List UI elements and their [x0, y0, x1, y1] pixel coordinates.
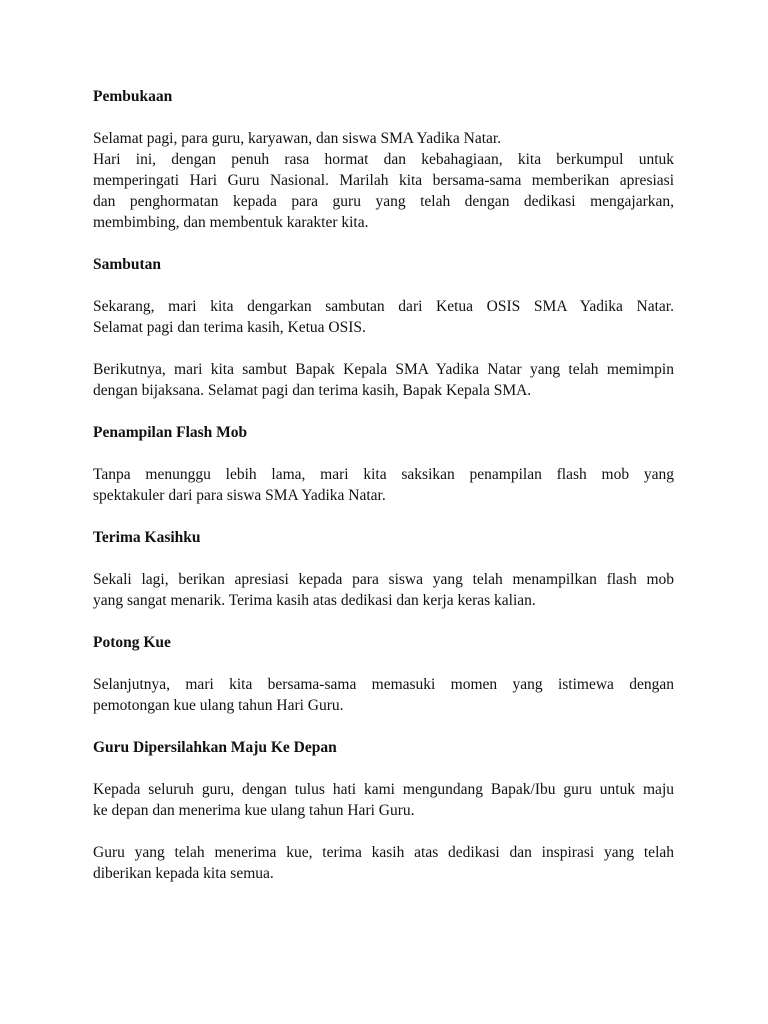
paragraph [93, 674, 674, 716]
paragraph [93, 359, 674, 401]
text-line: spektakuler dari para siswa SMA Yadika Natar. [93, 487, 386, 504]
paragraph [93, 779, 674, 821]
section-heading: Potong Kue [93, 634, 171, 651]
section-heading: Pembukaan [93, 88, 173, 105]
text-line: dengan bijaksana. Selamat pagi dan terima kasih, Bapak Kepala SMA. [93, 382, 532, 399]
text-line: ke depan dan menerima kue ulang tahun Hari Guru. [93, 802, 415, 819]
section-heading: Guru Dipersilahkan Maju Ke Depan [93, 739, 337, 756]
section-heading: Penampilan Flash Mob [93, 424, 248, 441]
text-line: Selamat pagi dan terima kasih, Ketua OSIS. [93, 319, 366, 336]
section-guru-maju-ke-depan [93, 737, 674, 884]
paragraph [93, 296, 674, 338]
section-penampilan-flash-mob [93, 422, 674, 506]
text-line: Hari ini, dengan penuh rasa hormat dan kebahagiaan, kita berkumpul untuk [93, 151, 674, 168]
section-potong-kue [93, 632, 674, 716]
text-line: Tanpa menunggu lebih lama, mari kita saksikan penampilan flash mob yang [93, 466, 674, 483]
text-line: Selanjutnya, mari kita bersama-sama memasuki momen yang istimewa dengan [93, 676, 674, 693]
section-heading: Terima Kasihku [93, 529, 201, 546]
text-line: Berikutnya, mari kita sambut Bapak Kepala SMA Yadika Natar yang telah memimpin [93, 361, 674, 378]
text-line: dan penghormatan kepada para guru yang telah dengan dedikasi mengajarkan, [93, 193, 674, 210]
section-heading: Sambutan [93, 256, 162, 273]
paragraph [93, 842, 674, 884]
text-line: Guru yang telah menerima kue, terima kasih atas dedikasi dan inspirasi yang telah [93, 844, 674, 861]
text-line: membimbing, dan membentuk karakter kita. [93, 214, 369, 231]
section-sambutan [93, 254, 674, 401]
paragraph [93, 128, 674, 233]
text-line: pemotongan kue ulang tahun Hari Guru. [93, 697, 344, 714]
text-line: diberikan kepada kita semua. [93, 865, 274, 882]
section-terima-kasihku [93, 527, 674, 611]
text-line: memperingati Hari Guru Nasional. Marilah kita bersama-sama memberikan apresiasi [93, 172, 674, 189]
paragraph [93, 569, 674, 611]
text-line: Selamat pagi, para guru, karyawan, dan siswa SMA Yadika Natar. [93, 130, 502, 147]
document-page [93, 86, 674, 884]
text-line: Sekarang, mari kita dengarkan sambutan dari Ketua OSIS SMA Yadika Natar. [93, 298, 674, 315]
text-line: yang sangat menarik. Terima kasih atas dedikasi dan kerja keras kalian. [93, 592, 536, 609]
section-pembukaan [93, 86, 674, 233]
text-line: Kepada seluruh guru, dengan tulus hati kami mengundang Bapak/Ibu guru untuk maju [93, 781, 674, 798]
paragraph [93, 464, 674, 506]
text-line: Sekali lagi, berikan apresiasi kepada para siswa yang telah menampilkan flash mob [93, 571, 674, 588]
